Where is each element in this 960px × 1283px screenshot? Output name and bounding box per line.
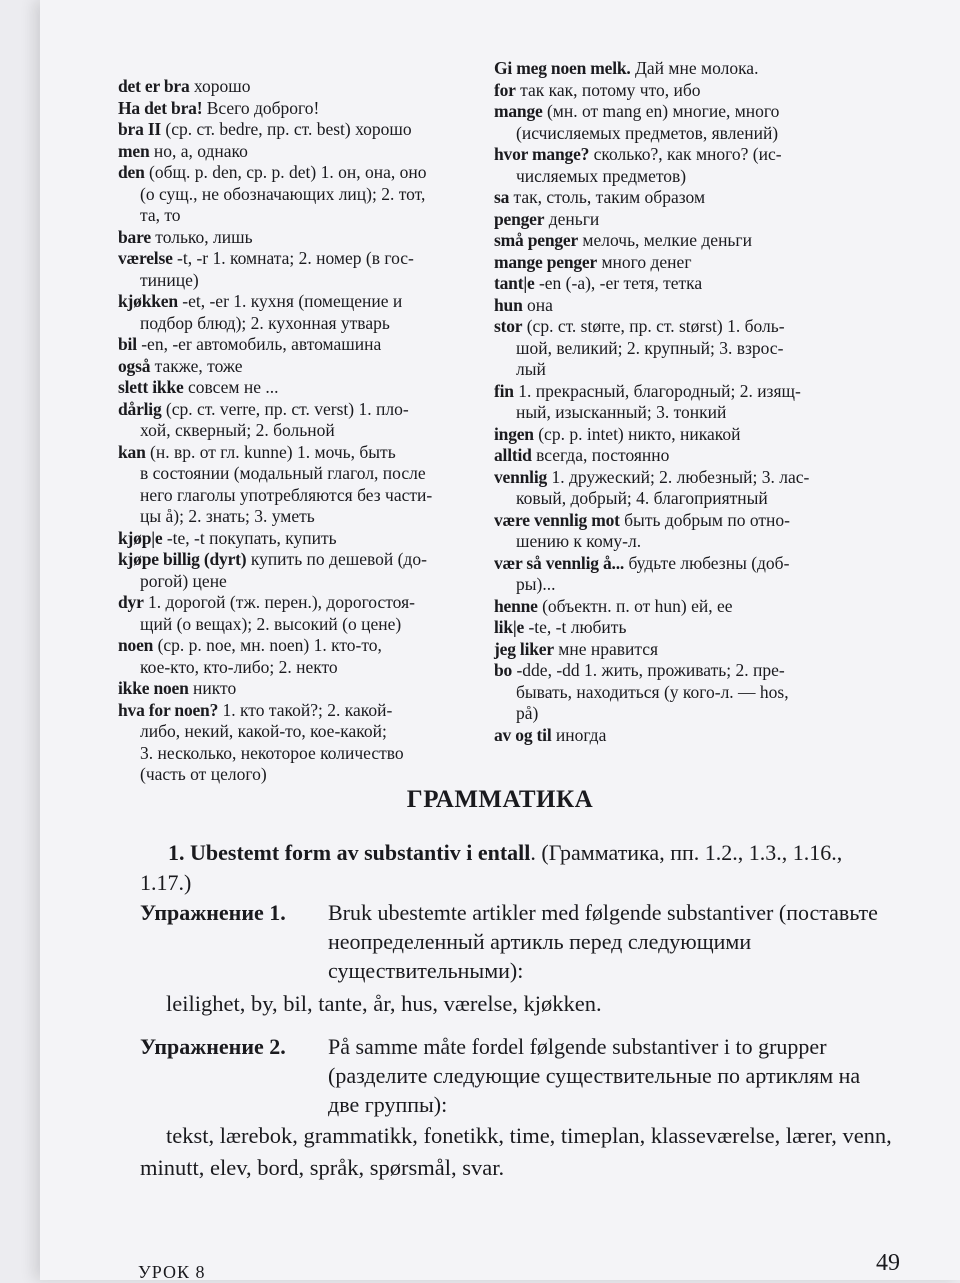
gloss: (объектн. п. от hun) ей, ее	[537, 595, 733, 616]
grammar-reference: . (Грамматика, пп. 1.2., 1.3., 1.16., 1.17.)	[140, 840, 843, 895]
gloss: хорошо	[189, 76, 251, 96]
vocab-entry	[494, 445, 866, 467]
vocab-entry	[118, 549, 496, 571]
gloss: также, тоже	[150, 355, 243, 376]
headword: værelse	[118, 248, 173, 268]
gloss: никто	[188, 678, 237, 698]
gloss: иногда	[551, 724, 607, 745]
headword: kjøkken	[118, 291, 178, 311]
vocab-entry	[118, 614, 496, 636]
gloss: цы å); 2. знать; 3. уметь	[140, 506, 315, 526]
vocab-entry	[118, 356, 496, 378]
gloss: (о сущ., не обозначающих лиц); 2. тот,	[140, 183, 426, 204]
gloss: (исчисляемых предметов, явлений)	[516, 122, 779, 143]
headword: kjøpe billig (dyrt)	[118, 549, 247, 569]
headword: sa	[494, 187, 510, 207]
headword: være vennlig mot	[494, 509, 620, 530]
section-heading: ГРАММАТИКА	[406, 786, 594, 813]
vocab-entry	[118, 377, 496, 399]
gloss: кое-кто, кто-либо; 2. некто	[140, 656, 338, 677]
gloss: -te, -t покупать, купить	[162, 527, 337, 548]
vocab-entry	[118, 657, 496, 679]
vocab-entry	[118, 313, 496, 335]
gloss: много денег	[597, 251, 692, 272]
vocab-entry	[118, 420, 496, 442]
vocab-entry	[494, 338, 866, 360]
gloss: так как, потому что, ибо	[515, 79, 701, 100]
exercise-2-words: tekst, lærebok, grammatikk, fonetikk, time, timeplan, klasseværelse, lærer, venn, minutt, elev, bord, språk, spørsmål, svar.	[140, 1123, 892, 1180]
gloss: (ср. ст. større, пр. ст. størst) 1. боль-	[522, 316, 785, 336]
gloss: будьте любезны (доб-	[624, 552, 790, 573]
gloss: числяемых предметов)	[516, 165, 687, 186]
vocab-entry	[494, 101, 866, 123]
gloss: 1. кто такой?; 2. какой-	[218, 699, 393, 720]
vocab-entry	[494, 359, 866, 381]
gloss: (мн. от mang en) многие, много	[542, 101, 780, 121]
gloss: -te, -t любить	[524, 617, 627, 637]
gloss: -en (-a), -er тетя, тетка	[534, 273, 703, 293]
headword: lik|e	[494, 617, 525, 637]
vocab-entry	[118, 700, 496, 722]
vocab-entry	[494, 467, 866, 489]
vocab-entry	[494, 209, 866, 231]
vocab-entry	[494, 144, 866, 166]
vocab-entry	[494, 639, 866, 661]
gloss: 3. несколько, некоторое количество	[140, 742, 404, 763]
gloss: (часть от целого)	[140, 764, 267, 784]
gloss: сколько?, как много? (ис-	[589, 144, 782, 164]
vocab-column-left	[118, 76, 496, 786]
gloss: мне нравится	[553, 638, 659, 659]
vocab-entry	[494, 381, 866, 403]
headword: kjøp|e	[118, 527, 163, 548]
headword: vær så vennlig å...	[494, 552, 625, 573]
gloss: подбор блюд); 2. кухонная утварь	[140, 312, 390, 333]
headword: den	[118, 162, 145, 182]
headword: for	[494, 79, 516, 100]
gloss: тинице)	[140, 269, 199, 290]
gloss: так, столь, таким образом	[509, 187, 706, 207]
gloss: но, а, однако	[149, 140, 248, 161]
gloss: она	[522, 294, 553, 315]
headword: hun	[494, 294, 523, 315]
lesson-label: УРОК 8	[138, 1262, 206, 1282]
headword: tant|e	[494, 273, 535, 293]
headword: bo	[494, 660, 513, 680]
gloss: него глаголы употребляются без части-	[140, 484, 433, 505]
gloss: купить по дешевой (до-	[246, 549, 427, 569]
vocab-entry	[118, 399, 496, 421]
headword: fin	[494, 380, 514, 401]
gloss: ры)...	[516, 574, 556, 594]
headword: henne	[494, 595, 538, 616]
gloss: 1. дорогой (тж. перен.), дорогостоя-	[143, 592, 415, 612]
vocab-entry	[494, 58, 866, 80]
gloss: хой, скверный; 2. больной	[140, 420, 335, 440]
gloss: всегда, постоянно	[531, 445, 670, 465]
vocab-entry	[118, 571, 496, 593]
vocab-entry	[494, 252, 866, 274]
gloss: щий (о вещах); 2. высокий (о цене)	[140, 613, 402, 634]
headword: Ha det bra!	[118, 97, 203, 118]
headword: bil	[118, 334, 137, 354]
gloss: совсем не ...	[183, 377, 279, 397]
vocab-entry	[118, 98, 496, 120]
vocab-entry	[118, 528, 496, 550]
headword: små penger	[494, 230, 579, 250]
headword: hvor mange?	[494, 144, 590, 164]
vocab-entry	[118, 678, 496, 700]
vocab-entry	[494, 553, 866, 575]
vocab-entry	[118, 162, 496, 184]
vocab-entry	[494, 510, 866, 532]
vocab-entry	[118, 227, 496, 249]
vocab-entry	[494, 80, 866, 102]
gloss: (ср. ст. verre, пр. ст. verst) 1. пло-	[161, 398, 409, 419]
headword: dårlig	[118, 398, 162, 419]
exercise-2-label: Упражнение 2.	[140, 1034, 286, 1059]
vocab-entry	[118, 592, 496, 614]
vocab-entry	[118, 291, 496, 313]
gloss: -et, -er 1. кухня (помещение и	[177, 291, 403, 311]
vocab-entry	[118, 463, 496, 485]
exercise-2	[140, 1032, 892, 1119]
page-number: 49	[876, 1250, 900, 1276]
vocab-entry	[494, 703, 866, 725]
gloss: 1. дружеский; 2. любезный; 3. лас-	[547, 466, 810, 487]
vocab-entry	[494, 273, 866, 295]
gloss: быть добрым по отно-	[619, 509, 790, 530]
headword: men	[118, 140, 150, 161]
headword: også	[118, 355, 151, 376]
vocab-entry	[494, 725, 866, 747]
headword: vennlig	[494, 466, 548, 487]
vocab-entry	[118, 248, 496, 270]
headword: av og til	[494, 724, 552, 745]
vocab-entry	[118, 119, 496, 141]
exercise-2-text: På samme måte fordel følgende substantiver i to grupper (разделите следующие существительные по артиклям на две группы):	[328, 1034, 861, 1117]
vocab-entry	[494, 660, 866, 682]
headword: alltid	[494, 445, 532, 465]
gloss: мелочь, мелкие деньги	[578, 230, 752, 250]
gloss: либо, некий, какой-то, кое-какой;	[140, 721, 387, 741]
gloss: (ср. р. intet) никто, никакой	[533, 423, 741, 444]
vocab-column-right	[494, 58, 866, 746]
vocab-entry	[118, 334, 496, 356]
headword: kan	[118, 441, 146, 462]
headword: det er bra	[118, 76, 190, 96]
vocab-entry	[494, 295, 866, 317]
gloss: -t, -r 1. комната; 2. номер (в гос-	[172, 248, 414, 268]
vocab-entry	[494, 424, 866, 446]
vocab-entry	[118, 506, 496, 528]
headword: bra II	[118, 119, 162, 139]
grammar-section-title	[140, 838, 892, 898]
vocab-entry	[494, 596, 866, 618]
vocab-entry	[118, 764, 496, 786]
gloss: лый	[516, 359, 546, 379]
headword: ingen	[494, 423, 534, 444]
headword: Gi meg noen melk.	[494, 58, 631, 78]
gloss: в состоянии (модальный глагол, после	[140, 463, 426, 483]
vocab-entry	[118, 205, 496, 227]
gloss: -dde, -dd 1. жить, проживать; 2. пре-	[512, 660, 785, 680]
vocab-entry	[118, 184, 496, 206]
vocab-entry	[118, 635, 496, 657]
grammar-topic: 1. Ubestemt form av substantiv i entall	[168, 840, 531, 865]
exercise-1-text: Bruk ubestemte artikler med følgende substantiver (поставьте неопределенный артикль перед следующими существительными):	[328, 900, 878, 983]
vocab-entry	[118, 743, 496, 765]
vocab-entry	[118, 76, 496, 98]
gloss: (н. вр. от гл. kunne) 1. мочь, быть	[145, 441, 396, 462]
gloss: только, лишь	[150, 226, 253, 247]
headword: bare	[118, 226, 151, 247]
gloss: (ср. ст. bedre, пр. ст. best) хорошо	[161, 119, 412, 139]
gloss: Дай мне молока.	[630, 58, 759, 78]
vocab-entry	[118, 141, 496, 163]
headword: jeg liker	[494, 638, 554, 659]
gloss: рогой) цене	[140, 570, 227, 591]
vocab-entry	[494, 574, 866, 596]
gloss: бывать, находиться (у кого-л. — hos,	[516, 681, 789, 702]
exercise-1-words: leilighet, by, bil, tante, år, hus, værelse, kjøkken.	[166, 991, 602, 1016]
headword: stor	[494, 316, 523, 336]
vocab-entry	[494, 617, 866, 639]
headword: slett ikke	[118, 377, 184, 397]
vocab-entry	[494, 166, 866, 188]
vocab-entry	[118, 442, 496, 464]
vocab-entry	[494, 402, 866, 424]
exercise-1	[140, 898, 892, 985]
vocab-entry	[494, 230, 866, 252]
gloss: (общ. р. den, ср. р. det) 1. он, она, оно	[144, 162, 427, 182]
gloss: та, то	[140, 205, 181, 225]
gloss: på)	[516, 703, 539, 723]
gloss: Всего доброго!	[202, 97, 320, 118]
vocab-entry	[118, 485, 496, 507]
gloss: деньги	[544, 208, 600, 229]
exercise-1-label: Упражнение 1.	[140, 900, 286, 925]
vocab-entry	[494, 488, 866, 510]
gloss: -en, -er автомобиль, автомашина	[136, 334, 382, 354]
headword: noen	[118, 635, 154, 655]
headword: ikke noen	[118, 678, 189, 698]
gloss: ный, изысканный; 3. тонкий	[516, 402, 727, 422]
gloss: шению к кому-л.	[516, 531, 642, 551]
headword: mange penger	[494, 251, 598, 272]
vocab-entry	[494, 123, 866, 145]
gloss: (ср. р. noe, мн. noen) 1. кто-то,	[153, 635, 382, 655]
headword: mange	[494, 101, 543, 121]
vocab-entry	[494, 682, 866, 704]
gloss: 1. прекрасный, благородный; 2. изящ-	[513, 380, 801, 401]
gloss: ковый, добрый; 4. благоприятный	[516, 488, 768, 508]
headword: penger	[494, 208, 545, 229]
vocab-entry	[494, 187, 866, 209]
headword: hva for noen?	[118, 699, 219, 720]
vocab-entry	[118, 270, 496, 292]
vocab-entry	[494, 531, 866, 553]
vocab-entry	[494, 316, 866, 338]
gloss: шой, великий; 2. крупный; 3. взрос-	[516, 337, 784, 358]
headword: dyr	[118, 592, 144, 612]
vocab-entry	[118, 721, 496, 743]
